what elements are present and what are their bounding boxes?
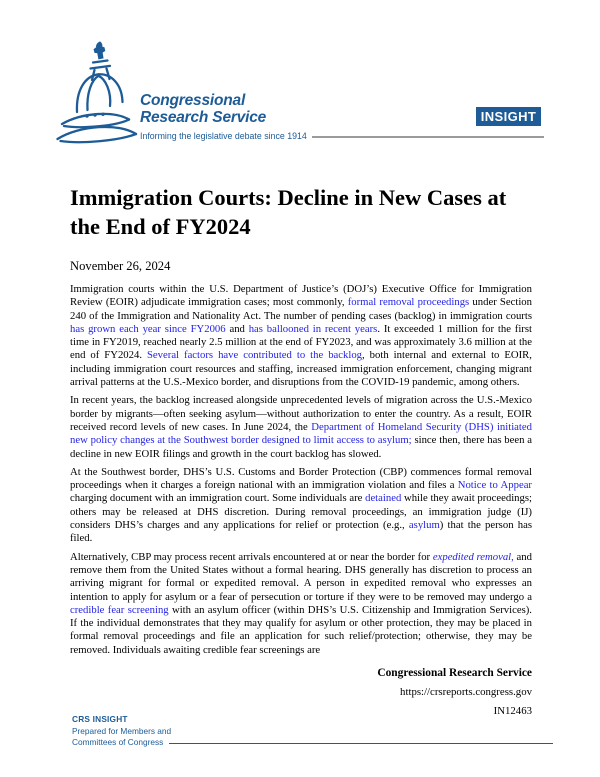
link-expedited-removal[interactable]: expedited removal, (432, 550, 514, 563)
capitol-dome-icon (56, 40, 140, 150)
text-run: Alternatively, CBP may process recent arrivals encountered at or near the border for (70, 550, 433, 563)
text-run: In recent years, the backlog increased alongside unprecedented levels of migration across the U.S.-Mexico border by migrants—often seeking asylum—without authorization to enter the country. As a result, EOIR received record levels of new cases. In June 2024, the (70, 394, 532, 433)
link-detained[interactable]: detained (365, 492, 402, 505)
page-title: Immigration Courts: Decline in New Cases at the End of FY2024 (70, 185, 507, 239)
text-run: with an asylum officer (within DHS’s U.S. Citizenship and Immigration Services). If the individual demonstrates that they may qualify for asylum or other protection, they may be placed in formal removal proceedings and file an application for such relief/protection; otherwise, they may be removed. Individuals awaiting credible fear screenings are (70, 603, 532, 656)
text-run: under Section 240 of the Immigration and Nationality Act. The number of pending cases (backlog) in immigration courts (70, 296, 532, 322)
text-run: charging document with an immigration court. Some individuals are (70, 492, 366, 505)
link-asylum[interactable]: asylum (408, 519, 440, 532)
text-run: and (225, 322, 249, 335)
article-date: November 26, 2024 (70, 259, 171, 273)
text-run: since then, there has been a decline in new EOIR filings and growth in the court backlog has slowed. (70, 434, 532, 460)
link-factors-contributing-to-backlog[interactable]: Several factors have contributed to the backlog (146, 349, 363, 362)
header-tagline-row (140, 131, 544, 141)
text-run: ) that the person has filed. (70, 519, 532, 545)
crs-reports-url[interactable]: https://crsreports.congress.gov (400, 686, 532, 699)
crs-insight-label: CRS INSIGHT (72, 714, 128, 724)
link-ballooned-in-recent-years[interactable]: has ballooned in recent years (248, 322, 378, 335)
text-run: Immigration courts within the U.S. Department of Justice’s (DOJ’s) Executive Office for Immigration Review (EOIR) adjudicate immigration cases; most commonly, (70, 283, 532, 309)
crs-logo-wordmark (140, 93, 266, 126)
footer-organization: Congressional Research Service (377, 667, 532, 680)
logo-name-line1: Congressional (140, 92, 246, 109)
text-run: . It exceeded 1 million for the first time in FY2019, reached nearly 2.5 million at the end of FY2023, and was approximately 3.6 million at the end of FY2024. (70, 322, 532, 362)
text-run: and remove them from the United States without a formal hearing. DHS generally has discretion to process an arriving migrant for formal or expedited removal. A person in expedited removal who expresses an intention to apply for asylum or a fear of persecution or torture if they were to be removed may undergo a (70, 550, 532, 603)
text-run: At the Southwest border, DHS’s U.S. Customs and Border Protection (CBP) commences formal removal proceedings when it charges a foreign national with an immigration violation and files a (70, 465, 532, 492)
bottom-rule (169, 743, 553, 744)
link-credible-fear-screening[interactable]: credible fear screening (70, 603, 169, 616)
link-formal-removal-proceedings[interactable]: formal removal proceedings (347, 296, 470, 309)
document-id: IN12463 (493, 705, 532, 718)
logo-name-line2: Research Service (140, 108, 267, 126)
header-rule (312, 136, 544, 138)
article-body (70, 183, 532, 721)
page-bottom-note (72, 714, 553, 749)
text-run: , both internal and external to EOIR, including immigration court resources and staffing, increased immigration enforcement, changing migrant arrival patterns at the U.S.-Mexico border, and disruptions from the COVID-19 pandemic, among others. (70, 349, 532, 389)
link-dhs-border-policy-changes[interactable]: Department of Homeland Security (DHS) initiated new policy changes at the Southwest border designed to limit access to asylum; (70, 420, 532, 447)
link-notice-to-appear[interactable]: Notice to Appear (457, 479, 532, 492)
link-backlog-growth-since-fy2006[interactable]: has grown each year since FY2006 (70, 322, 226, 335)
paragraph-backlog-overview (70, 283, 532, 389)
prepared-for-line: Prepared for Members and (72, 725, 172, 736)
committees-line: Committees of Congress (72, 737, 164, 747)
paragraph-formal-removal-process (70, 466, 532, 546)
insight-badge: INSIGHT (476, 107, 541, 126)
paragraph-migration-and-policy (70, 394, 532, 460)
document-footer (70, 664, 532, 721)
logo-tagline: Informing the legislative debate since 1914 (140, 131, 307, 141)
article-text (70, 283, 532, 657)
paragraph-expedited-removal (70, 551, 532, 657)
text-run: while they await proceedings; others may be released at DHS discretion. During removal proceedings, an immigration judge (IJ) considers DHS’s charges and any applications for relief or protection (e.g., (70, 492, 532, 532)
